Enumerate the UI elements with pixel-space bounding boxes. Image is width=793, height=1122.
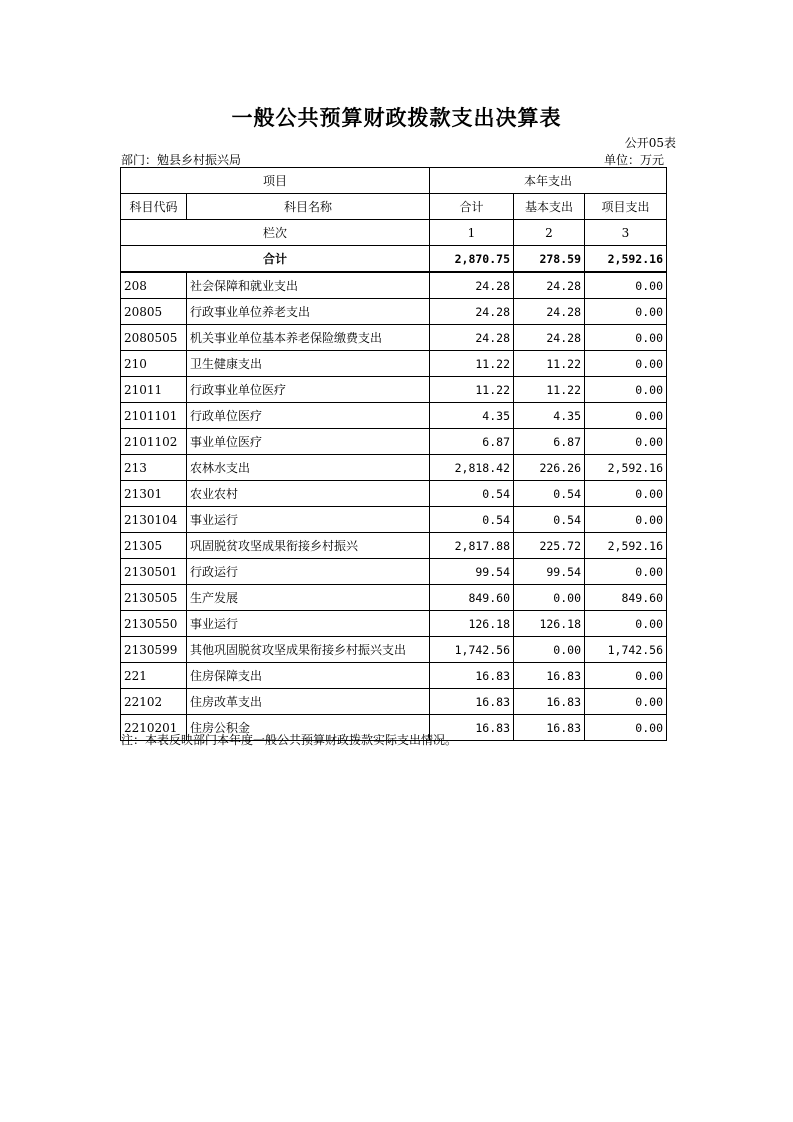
row-code: 2130599: [121, 637, 187, 663]
row-total: 0.54: [430, 507, 514, 533]
row-code: 210: [121, 351, 187, 377]
row-basic: 0.54: [514, 481, 585, 507]
row-project: 0.00: [585, 403, 667, 429]
row-project: 0.00: [585, 559, 667, 585]
unit-label: 单位：万元: [603, 153, 664, 167]
header-name: 科目名称: [187, 194, 430, 220]
table-row: [121, 455, 667, 481]
row-code: 2130104: [121, 507, 187, 533]
row-project: 0.00: [585, 299, 667, 325]
row-code: 2080505: [121, 325, 187, 351]
row-project: 2,592.16: [585, 455, 667, 481]
row-name: 生产发展: [187, 585, 430, 611]
row-total: 99.54: [430, 559, 514, 585]
row-total: 6.87: [430, 429, 514, 455]
row-name: 住房改革支出: [187, 689, 430, 715]
row-project: 0.00: [585, 377, 667, 403]
row-basic: 0.00: [514, 637, 585, 663]
header-total: 合计: [430, 194, 514, 220]
table-row: [121, 481, 667, 507]
row-total: 11.22: [430, 377, 514, 403]
row-total: 16.83: [430, 689, 514, 715]
column-index-2: 2: [514, 220, 585, 246]
row-project: 0.00: [585, 689, 667, 715]
row-total: 16.83: [430, 663, 514, 689]
row-code: 2130550: [121, 611, 187, 637]
column-index-row: [121, 220, 667, 246]
row-basic: 11.22: [514, 377, 585, 403]
row-project: 849.60: [585, 585, 667, 611]
row-basic: 6.87: [514, 429, 585, 455]
row-project: 0.00: [585, 325, 667, 351]
row-total: 4.35: [430, 403, 514, 429]
row-name: 其他巩固脱贫攻坚成果衔接乡村振兴支出: [187, 637, 430, 663]
table-row: [121, 585, 667, 611]
row-basic: 225.72: [514, 533, 585, 559]
row-total: 0.54: [430, 481, 514, 507]
table-row: [121, 507, 667, 533]
table-row: [121, 637, 667, 663]
total-sum: 2,870.75: [430, 246, 514, 273]
total-label: 合计: [121, 246, 430, 273]
row-name: 农业农村: [187, 481, 430, 507]
row-name: 社会保障和就业支出: [187, 272, 430, 299]
header-row-2: [121, 194, 667, 220]
form-code: 公开05表: [624, 136, 676, 150]
row-name: 行政运行: [187, 559, 430, 585]
row-code: 2130505: [121, 585, 187, 611]
row-name: 住房保障支出: [187, 663, 430, 689]
row-project: 2,592.16: [585, 533, 667, 559]
row-basic: 4.35: [514, 403, 585, 429]
table-row: [121, 611, 667, 637]
row-name: 行政事业单位养老支出: [187, 299, 430, 325]
row-name: 行政事业单位医疗: [187, 377, 430, 403]
row-total: 2,817.88: [430, 533, 514, 559]
row-project: 1,742.56: [585, 637, 667, 663]
row-total: 24.28: [430, 299, 514, 325]
row-total: 2,818.42: [430, 455, 514, 481]
row-code: 20805: [121, 299, 187, 325]
row-code: 2210201: [121, 715, 187, 741]
row-name: 住房公积金: [187, 715, 430, 741]
table-row: [121, 663, 667, 689]
row-code: 21301: [121, 481, 187, 507]
row-code: 2130501: [121, 559, 187, 585]
table-row: [121, 689, 667, 715]
row-code: 213: [121, 455, 187, 481]
row-project: 0.00: [585, 351, 667, 377]
row-code: 21305: [121, 533, 187, 559]
department-label: 部门：勉县乡村振兴局: [121, 153, 242, 167]
row-basic: 0.00: [514, 585, 585, 611]
row-code: 208: [121, 272, 187, 299]
table-row: [121, 325, 667, 351]
header-code: 科目代码: [121, 194, 187, 220]
table-row: [121, 403, 667, 429]
row-basic: 24.28: [514, 325, 585, 351]
row-project: 0.00: [585, 429, 667, 455]
row-basic: 11.22: [514, 351, 585, 377]
row-project: 0.00: [585, 507, 667, 533]
row-name: 巩固脱贫攻坚成果衔接乡村振兴: [187, 533, 430, 559]
row-basic: 16.83: [514, 715, 585, 741]
table-row: [121, 377, 667, 403]
row-project: 0.00: [585, 272, 667, 299]
table-note: 注：本表反映部门本年度一般公共预算财政拨款实际支出情况。: [121, 733, 458, 747]
table-row: [121, 299, 667, 325]
total-project: 2,592.16: [585, 246, 667, 273]
row-project: 0.00: [585, 663, 667, 689]
row-name: 行政单位医疗: [187, 403, 430, 429]
column-index-3: 3: [585, 220, 667, 246]
header-row-1: [121, 168, 667, 194]
table-row: [121, 351, 667, 377]
table-row: [121, 559, 667, 585]
row-name: 事业运行: [187, 611, 430, 637]
report-title: 一般公共预算财政拨款支出决算表: [231, 105, 562, 130]
row-code: 2101102: [121, 429, 187, 455]
row-total: 11.22: [430, 351, 514, 377]
table-row: [121, 429, 667, 455]
total-row: [121, 246, 667, 273]
row-total: 126.18: [430, 611, 514, 637]
row-name: 机关事业单位基本养老保险缴费支出: [187, 325, 430, 351]
row-total: 16.83: [430, 715, 514, 741]
row-name: 农林水支出: [187, 455, 430, 481]
row-total: 1,742.56: [430, 637, 514, 663]
row-project: 0.00: [585, 481, 667, 507]
header-item: 项目: [121, 168, 430, 194]
row-total: 24.28: [430, 325, 514, 351]
row-basic: 0.54: [514, 507, 585, 533]
row-code: 21011: [121, 377, 187, 403]
row-name: 事业运行: [187, 507, 430, 533]
table-row: [121, 272, 667, 299]
column-index-label: 栏次: [121, 220, 430, 246]
table-row: [121, 533, 667, 559]
row-basic: 126.18: [514, 611, 585, 637]
header-basic: 基本支出: [514, 194, 585, 220]
header-project: 项目支出: [585, 194, 667, 220]
row-basic: 16.83: [514, 663, 585, 689]
column-index-1: 1: [430, 220, 514, 246]
row-code: 22102: [121, 689, 187, 715]
row-basic: 99.54: [514, 559, 585, 585]
row-basic: 24.28: [514, 299, 585, 325]
row-basic: 24.28: [514, 272, 585, 299]
row-name: 事业单位医疗: [187, 429, 430, 455]
header-current-year: 本年支出: [430, 168, 667, 194]
row-total: 24.28: [430, 272, 514, 299]
row-code: 2101101: [121, 403, 187, 429]
row-name: 卫生健康支出: [187, 351, 430, 377]
row-total: 849.60: [430, 585, 514, 611]
row-basic: 16.83: [514, 689, 585, 715]
total-basic: 278.59: [514, 246, 585, 273]
expenditure-table: [120, 167, 667, 741]
row-basic: 226.26: [514, 455, 585, 481]
row-code: 221: [121, 663, 187, 689]
row-project: 0.00: [585, 715, 667, 741]
row-project: 0.00: [585, 611, 667, 637]
